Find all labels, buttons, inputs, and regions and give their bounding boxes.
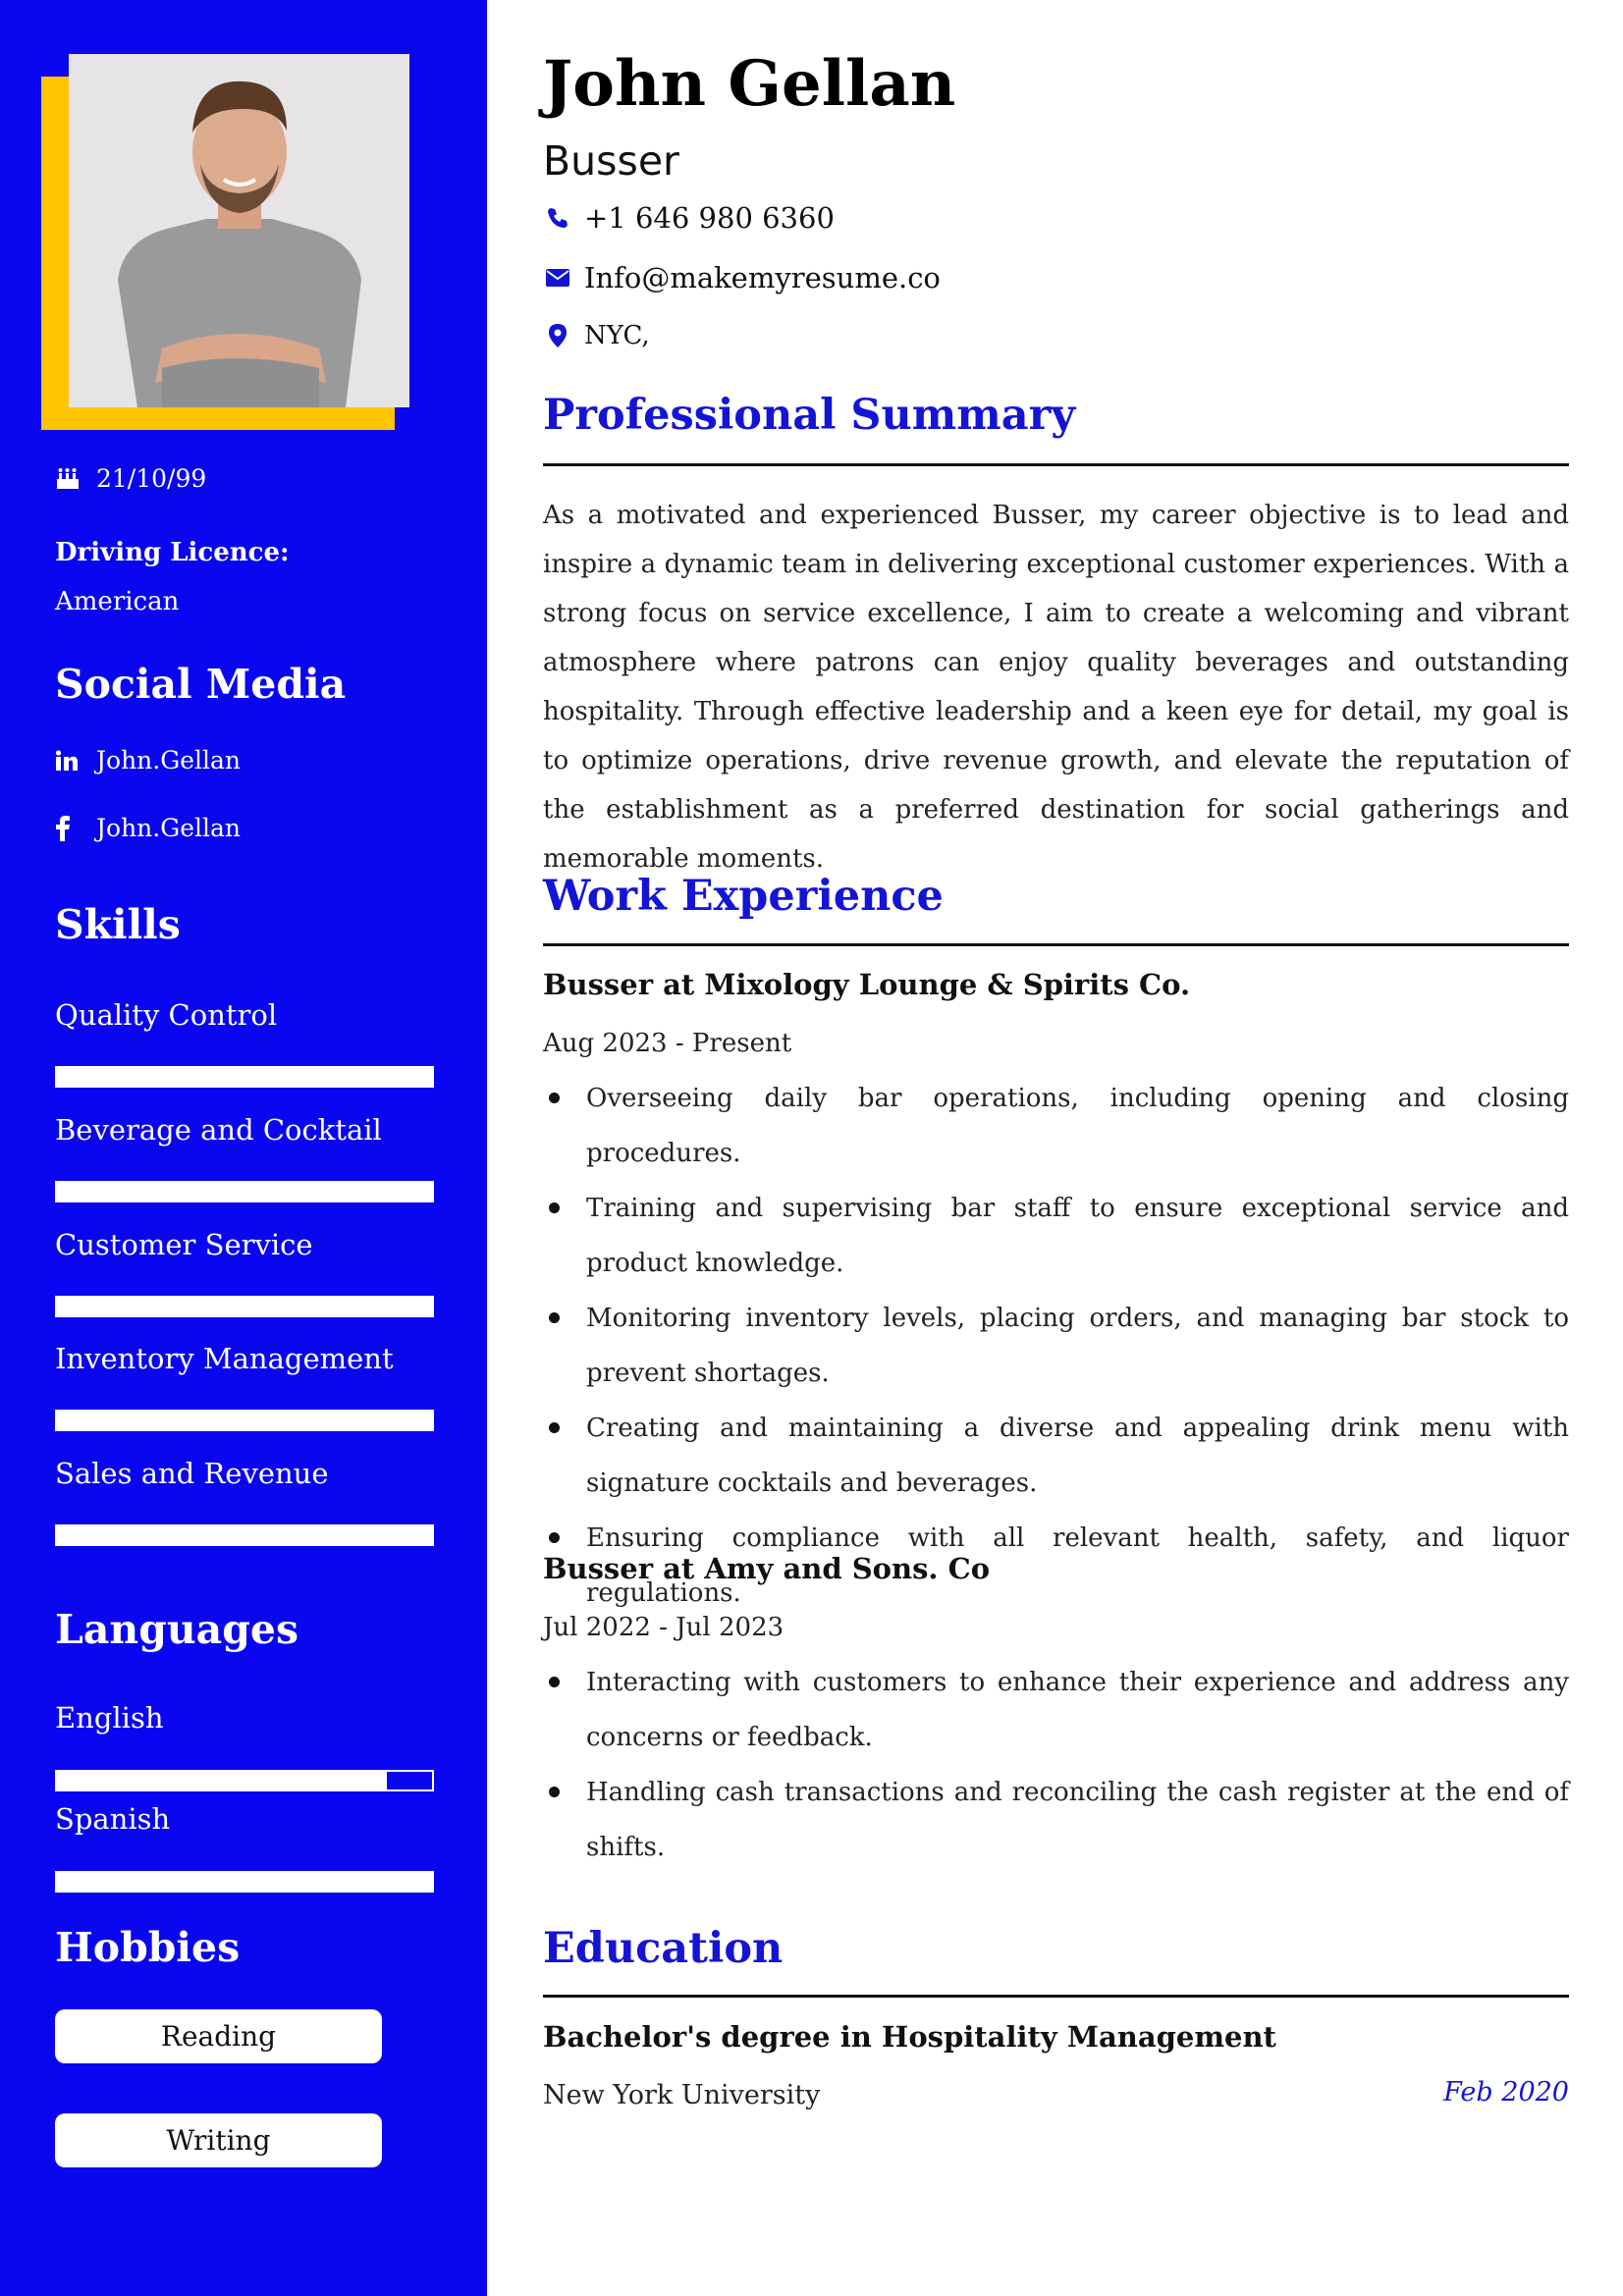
job-title: Busser [543,137,679,185]
list-item: Overseeing daily bar operations, including opening and closing procedures. [543,1071,1569,1181]
list-item: Ensuring compliance with all relevant health, safety, and liquor regulations. [543,1511,1569,1621]
education-heading: Education [543,1924,784,1973]
email-row [543,261,941,294]
social-facebook[interactable] [55,814,241,842]
social-linkedin[interactable] [55,746,241,774]
summary-text: As a motivated and experienced Busser, my career objective is to lead and inspire a dynamic team in delivering exceptional customer experiences. With a strong focus on service excellence, I aim to create a welcoming and vibrant atmosphere where patrons can enjoy quality beverages and outstanding hospitality. Through effective leadership and a keen eye for detail, my goal is to optimize operations, drive revenue growth, and elevate the reputation of the establishment as a preferred destination for social gatherings and memorable moments. [543,501,1569,874]
education-date: Feb 2020 [1443,2077,1569,2108]
linkedin-icon [55,750,84,772]
summary-heading: Professional Summary [543,391,1076,440]
section-divider [543,463,1569,466]
experience-heading: Work Experience [543,872,944,921]
dob-row [55,464,206,493]
dob-value: 21/10/99 [96,464,207,493]
list-item: Creating and maintaining a diverse and appealing drink menu with signature cocktails and beverages. [543,1401,1569,1511]
email-address: Info@makemyresume.co [584,261,941,294]
skill-name: Quality Control [55,998,278,1032]
birthday-cake-icon [55,467,84,491]
languages-heading: Languages [55,1606,299,1653]
section-divider [543,1995,1569,1998]
profile-photo [69,54,409,407]
list-item: Handling cash transactions and reconciling the cash register at the end of shifts. [543,1765,1569,1875]
language-bar [55,1770,434,1791]
phone-number: +1 646 980 6360 [584,201,835,235]
skill-name: Beverage and Cocktail [55,1113,382,1147]
skill-bar [55,1296,434,1317]
job-entry-dates: Jul 2022 - Jul 2023 [543,1613,784,1642]
language-name: English [55,1701,164,1735]
skill-bar [55,1410,434,1431]
job-entry-title: Busser at Amy and Sons. Co [543,1552,991,1585]
facebook-handle: John.Gellan [96,814,241,842]
skill-name: Customer Service [55,1228,313,1261]
driving-licence-label: Driving Licence: [55,538,290,567]
phone-icon [543,207,572,229]
hobby-pill: Reading [55,2009,382,2063]
education-degree: Bachelor's degree in Hospitality Management [543,2020,1276,2054]
candidate-name: John Gellan [543,47,956,121]
job-bullets [543,1071,1569,1621]
skill-bar [55,1524,434,1546]
list-item: Monitoring inventory levels, placing orders, and managing bar stock to prevent shortages. [543,1291,1569,1401]
facebook-icon [55,816,84,841]
education-school: New York University [543,2080,821,2110]
job-entry-dates: Aug 2023 - Present [543,1029,792,1058]
job-entry-title: Busser at Mixology Lounge & Spirits Co. [543,968,1191,1001]
job-bullets [543,1655,1569,1875]
hobbies-heading: Hobbies [55,1924,241,1971]
location-row [543,321,650,350]
list-item: Interacting with customers to enhance their experience and address any concerns or feedback. [543,1655,1569,1765]
list-item: Training and supervising bar staff to ensure exceptional service and product knowledge. [543,1181,1569,1291]
skill-bar [55,1066,434,1088]
driving-licence-value: American [55,587,180,616]
map-pin-icon [543,324,572,347]
language-name: Spanish [55,1802,171,1836]
skill-bar [55,1181,434,1202]
hobby-pill: Writing [55,2113,382,2167]
location-value: NYC, [584,321,650,350]
social-media-heading: Social Media [55,661,347,708]
skill-name: Sales and Revenue [55,1457,329,1490]
skill-name: Inventory Management [55,1342,394,1375]
envelope-icon [543,269,572,287]
skills-heading: Skills [55,901,181,948]
linkedin-handle: John.Gellan [96,746,241,774]
sidebar [0,0,487,2296]
phone-row [543,201,835,235]
section-divider [543,943,1569,946]
language-bar [55,1871,434,1893]
